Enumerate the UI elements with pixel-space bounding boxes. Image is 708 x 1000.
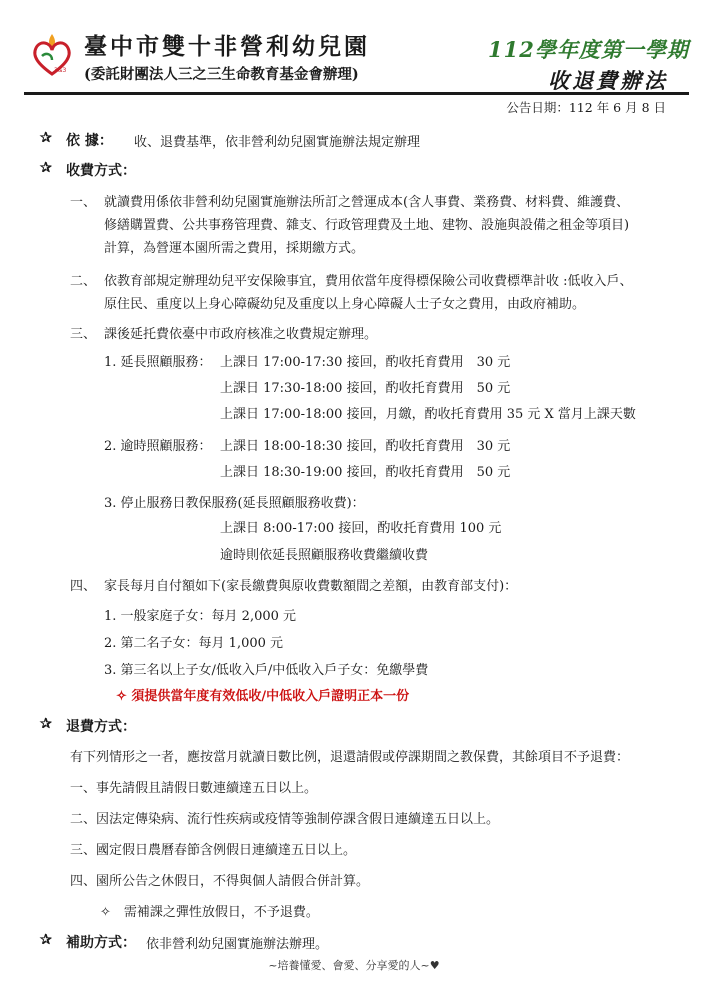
school-operator: (委託財團法人三之三生命教育基金會辦理) [84, 66, 359, 83]
extended-care-rate: 上課日 17:30-18:00 接回，酌收托育費用 50 元 [220, 381, 511, 396]
refund-intro: 有下列情形之一者，應按當月就讀日數比例，退還請假或停課期間之教保費，其餘項目不予退費： [70, 750, 630, 765]
fees-item2-num: 二、 [70, 274, 97, 289]
announce-date: 公告日期：112 年 6 月 8 日 [506, 100, 666, 115]
school-term: 112學年度第一學期 [488, 37, 689, 62]
star-icon: ✰ [40, 160, 52, 176]
overtime-care-rate: 上課日 18:00-18:30 接回，酌收托育費用 30 元 [220, 439, 511, 454]
overtime-care-label: 2. 逾時照顧服務： [104, 439, 212, 454]
fees-item3-num: 三、 [70, 327, 97, 342]
logo-text: 3&3 [54, 67, 67, 74]
refund-item: 三、國定假日農曆春節含例假日連續達五日以上。 [70, 843, 357, 858]
fees-item2-line: 依教育部規定辦理幼兒平安保險事宜，費用依當年度得標保險公司收費標準計收 :低收入戶、 [104, 274, 633, 289]
footer-motto: ~培養懂愛、會愛、分享愛的人~♥ [268, 959, 440, 972]
proof-note: ✧ 須提供當年度有效低收/中低收入戶證明正本一份 [116, 689, 410, 704]
fees-item3-text: 課後延托費依臺中市政府核准之收費規定辦理。 [104, 327, 378, 342]
refund-note: ✧ 需補課之彈性放假日，不予退費。 [100, 905, 319, 920]
star-icon: ✰ [40, 932, 52, 948]
star-icon: ✰ [40, 716, 52, 732]
extended-care-rate: 上課日 17:00-17:30 接回，酌收托育費用 30 元 [220, 355, 511, 370]
refund-item: 四、園所公告之休假日，不得與個人請假合併計算。 [70, 874, 370, 889]
refund-item: 二、因法定傳染病、流行性疾病或疫情等強制停課含假日連續達五日以上。 [70, 812, 500, 827]
fees-item4-text: 家長每月自付額如下(家長繳費與原收費數額間之差額，由教育部支付)： [104, 579, 518, 594]
parent-fee-item: 1. 一般家庭子女：每月 2,000 元 [104, 609, 297, 624]
fees-heading: 收費方式： [66, 163, 136, 179]
subsidy-text: 依非營利幼兒園實施辦法辦理。 [146, 937, 329, 952]
basis-text: 收、退費基準，依非營利幼兒園實施辦法規定辦理 [134, 135, 421, 150]
refund-heading: 退費方式： [66, 719, 136, 735]
extended-care-rate: 上課日 17:00-18:00 接回，月繳，酌收托育費用 35 元 X 當月上課天數 [220, 407, 636, 422]
school-name: 臺中市雙十非營利幼兒園 [84, 33, 370, 60]
overtime-care-rate: 上課日 18:30-19:00 接回，酌收托育費用 50 元 [220, 465, 511, 480]
fees-item1-line: 計算，為營運本園所需之費用，採期繳方式。 [104, 241, 365, 256]
school-logo [30, 28, 74, 80]
fees-item1-line: 修繕購置費、公共事務管理費、雜支、行政管理費及土地、建物、設施與設備之租金等項目) [104, 218, 630, 233]
refund-item: 一、事先請假且請假日數連續達五日以上。 [70, 781, 318, 796]
document-title: 收退費辦法 [548, 68, 668, 93]
header-divider [24, 92, 689, 95]
suspension-care-rate: 逾時則依延長照顧服務收費繼續收費 [220, 548, 429, 563]
subsidy-heading: 補助方式： [66, 935, 136, 951]
suspension-care-rate: 上課日 8:00-17:00 接回，酌收托育費用 100 元 [220, 521, 502, 536]
parent-fee-item: 2. 第二名子女：每月 1,000 元 [104, 636, 284, 651]
star-icon: ✰ [40, 130, 52, 146]
extended-care-label: 1. 延長照顧服務： [104, 355, 212, 370]
fees-item1-line: 就讀費用係依非營利幼兒園實施辦法所訂之營運成本(含人事費、業務費、材料費、維護費、 [104, 195, 630, 210]
fees-item2-line: 原住民、重度以上身心障礙幼兒及重度以上身心障礙人士子女之費用，由政府補助。 [104, 297, 586, 312]
basis-label: 依 據： [66, 133, 113, 149]
fees-item1-num: 一、 [70, 195, 97, 210]
parent-fee-item: 3. 第三名以上子女/低收入戶/中低收入戶子女：免繳學費 [104, 663, 429, 678]
suspension-care-label: 3. 停止服務日教保服務(延長照顧服務收費)： [104, 496, 365, 511]
fees-item4-num: 四、 [70, 579, 97, 594]
